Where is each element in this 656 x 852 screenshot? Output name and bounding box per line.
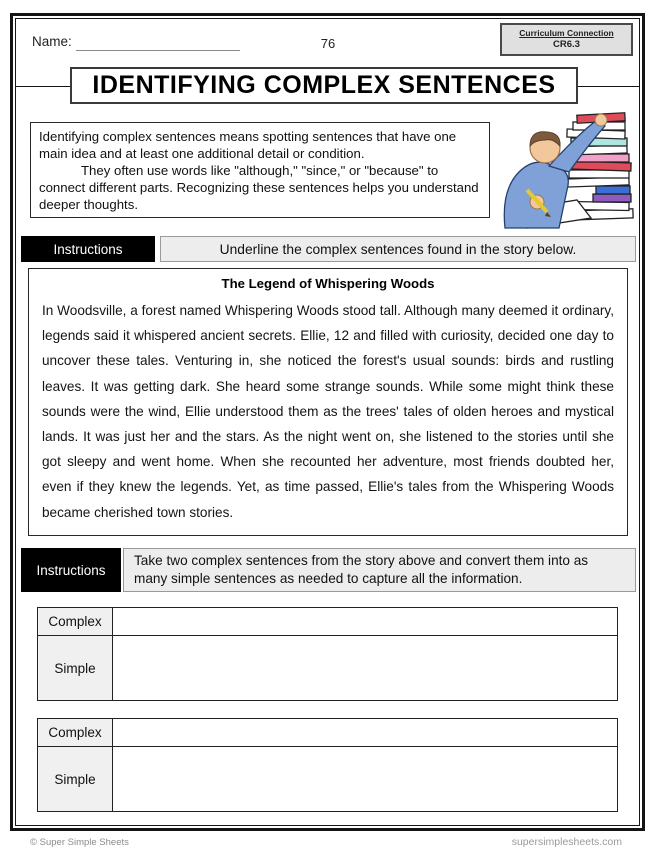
story-box bbox=[28, 268, 628, 536]
story-body[interactable]: In Woodsville, a forest named Whispering Woods stood tall. Although many deemed it ordinary, legends said it whispered ancient secrets. Ellie, 12 and filled with curiosity, decided one day to uncover these tales. Venturing in, she noticed the forest's usual sounds: birds and rustling leaves. It was getting dark. She heard some strange sounds. While some might think these sounds were the wind, Ellie understood them as the trees' tales of olden heroes and mystical lands. It was just her and the stars. As the night went on, she listened to the stories until she got sleepy and went home. When she recounted her adventure, most friends doubted her, even if they knew the legends. Yet, as time passed, Ellie's tales from the Whispering Woods became cherished town stories. bbox=[42, 303, 614, 520]
answer-table-1 bbox=[37, 607, 618, 701]
page-title: IDENTIFYING COMPLEX SENTENCES bbox=[70, 67, 578, 104]
instructions-label-1: Instructions bbox=[21, 236, 155, 262]
instructions-text-2: Take two complex sentences from the story above and convert them into as many simple sentences as needed to capture all the information. bbox=[123, 548, 636, 592]
table-row bbox=[38, 635, 617, 700]
answer-table-2 bbox=[37, 718, 618, 812]
simple-answer-cell-1[interactable] bbox=[113, 636, 617, 700]
student-writing-svg bbox=[497, 110, 644, 231]
table-row bbox=[38, 608, 617, 635]
curriculum-connection-title: Curriculum Connection bbox=[519, 28, 614, 38]
intro-paragraph-1: Identifying complex sentences means spotting sentences that have one main idea and at least one additional detail or condition. bbox=[39, 129, 457, 161]
student-writing-illustration bbox=[497, 110, 644, 231]
curriculum-connection-code: CR6.3 bbox=[553, 39, 580, 50]
table-row bbox=[38, 746, 617, 811]
simple-row-label: Simple bbox=[38, 636, 113, 700]
table-row bbox=[38, 719, 617, 746]
complex-answer-cell-1[interactable] bbox=[113, 608, 617, 635]
curriculum-connection-box bbox=[500, 23, 633, 56]
complex-row-label: Complex bbox=[38, 719, 113, 746]
intro-paragraph-2: They often use words like "although," "since," or "because" to connect different parts. Recognizing these sentences helps you understand deeper thoughts. bbox=[39, 162, 479, 212]
story-title: The Legend of Whispering Woods bbox=[221, 276, 435, 291]
simple-row-label: Simple bbox=[38, 747, 113, 811]
simple-answer-cell-2[interactable] bbox=[113, 747, 617, 811]
instructions-text-1: Underline the complex sentences found in the story below. bbox=[160, 236, 636, 262]
name-label: Name: bbox=[32, 34, 72, 49]
instructions-label-2: Instructions bbox=[21, 548, 121, 592]
complex-answer-cell-2[interactable] bbox=[113, 719, 617, 746]
website-link: supersimplesheets.com bbox=[511, 836, 622, 848]
complex-row-label: Complex bbox=[38, 608, 113, 635]
page-number: 76 bbox=[320, 36, 336, 51]
intro-text-box bbox=[30, 122, 490, 218]
copyright-text: © Super Simple Sheets bbox=[30, 837, 129, 848]
student-hand-on-books bbox=[595, 114, 607, 126]
